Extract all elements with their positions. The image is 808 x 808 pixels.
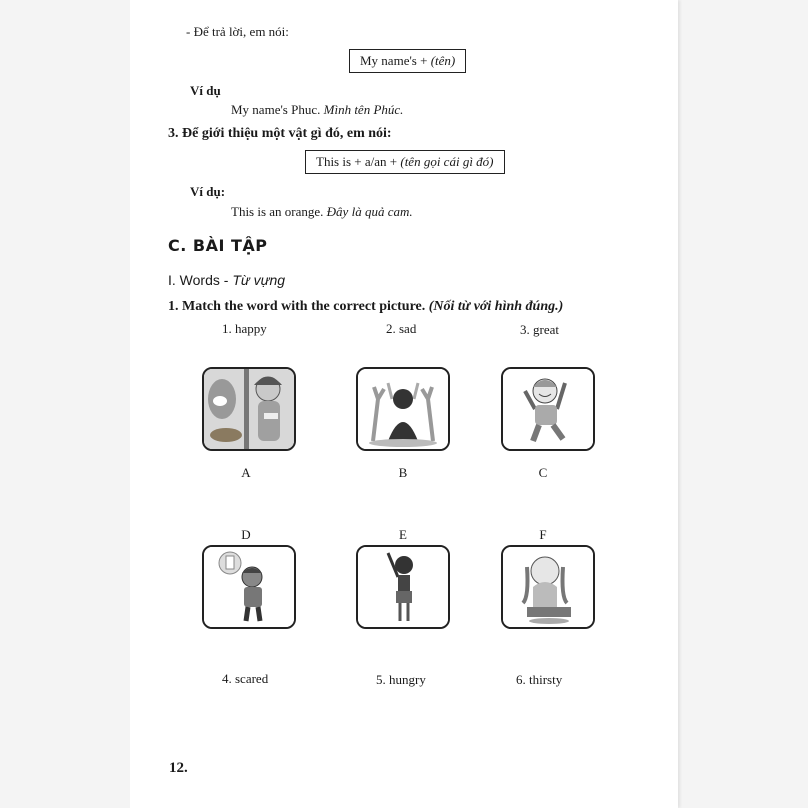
answer-formula-italic: (tên) <box>430 53 456 68</box>
example2-vietnamese: Đây là quả cam. <box>326 204 413 219</box>
thing-formula-italic: (tên gọi cái gì đó) <box>400 154 494 169</box>
letter-c: C <box>538 465 548 480</box>
picture-e[interactable] <box>356 545 450 629</box>
section-title: C. BÀI TẬP <box>168 236 268 255</box>
exercise-instruction <box>168 299 563 315</box>
thing-formula: This is + a/an + <box>316 154 401 169</box>
example2-text <box>231 204 413 220</box>
exercise-italic: (Nối từ với hình đúng.) <box>428 299 564 314</box>
answer-formula-box <box>349 49 466 73</box>
waving-girl-icon <box>358 547 448 627</box>
picture-d[interactable] <box>202 545 296 629</box>
example2-label: Ví dụ: <box>190 184 226 199</box>
intro-thing-heading: 3. Để giới thiệu một vật gì đó, em nói: <box>168 126 392 141</box>
picture-f[interactable] <box>501 545 595 629</box>
scared-girl-icon <box>358 369 448 449</box>
letter-d: D <box>241 527 251 542</box>
page-number: 12. <box>169 760 188 776</box>
words-heading <box>168 272 285 288</box>
answer-formula: My name's + <box>360 53 431 68</box>
picture-c[interactable] <box>501 367 595 451</box>
crying-girl-icon <box>503 547 593 627</box>
thing-formula-box <box>305 150 505 174</box>
example1-vietnamese: Mình tên Phúc. <box>323 102 404 117</box>
word-2: 2. sad <box>386 321 417 336</box>
word-1: 1. happy <box>222 321 267 336</box>
picture-a[interactable] <box>202 367 296 451</box>
letter-a: A <box>241 465 251 480</box>
word-4: 4. scared <box>222 671 269 686</box>
words-heading-italic: Từ vựng <box>232 272 286 288</box>
word-6: 6. thirsty <box>516 672 563 687</box>
letter-b: B <box>398 465 408 480</box>
thirsty-boy-icon <box>204 547 294 627</box>
word-5: 5. hungry <box>376 672 426 687</box>
letter-f: F <box>539 527 547 542</box>
person-eating-icon <box>204 369 294 449</box>
example2-english: This is an orange. <box>231 204 327 219</box>
happy-boy-icon <box>503 369 593 449</box>
example1-text <box>231 102 403 118</box>
words-heading-text: I. Words - <box>168 272 233 288</box>
word-3: 3. great <box>520 322 559 337</box>
letter-e: E <box>399 527 407 542</box>
picture-b[interactable] <box>356 367 450 451</box>
exercise-text: 1. Match the word with the correct picture. <box>168 299 429 314</box>
answer-intro: - Để trả lời, em nói: <box>186 24 289 39</box>
example1-label: Ví dụ <box>190 83 221 98</box>
example1-english: My name's Phuc. <box>231 102 324 117</box>
